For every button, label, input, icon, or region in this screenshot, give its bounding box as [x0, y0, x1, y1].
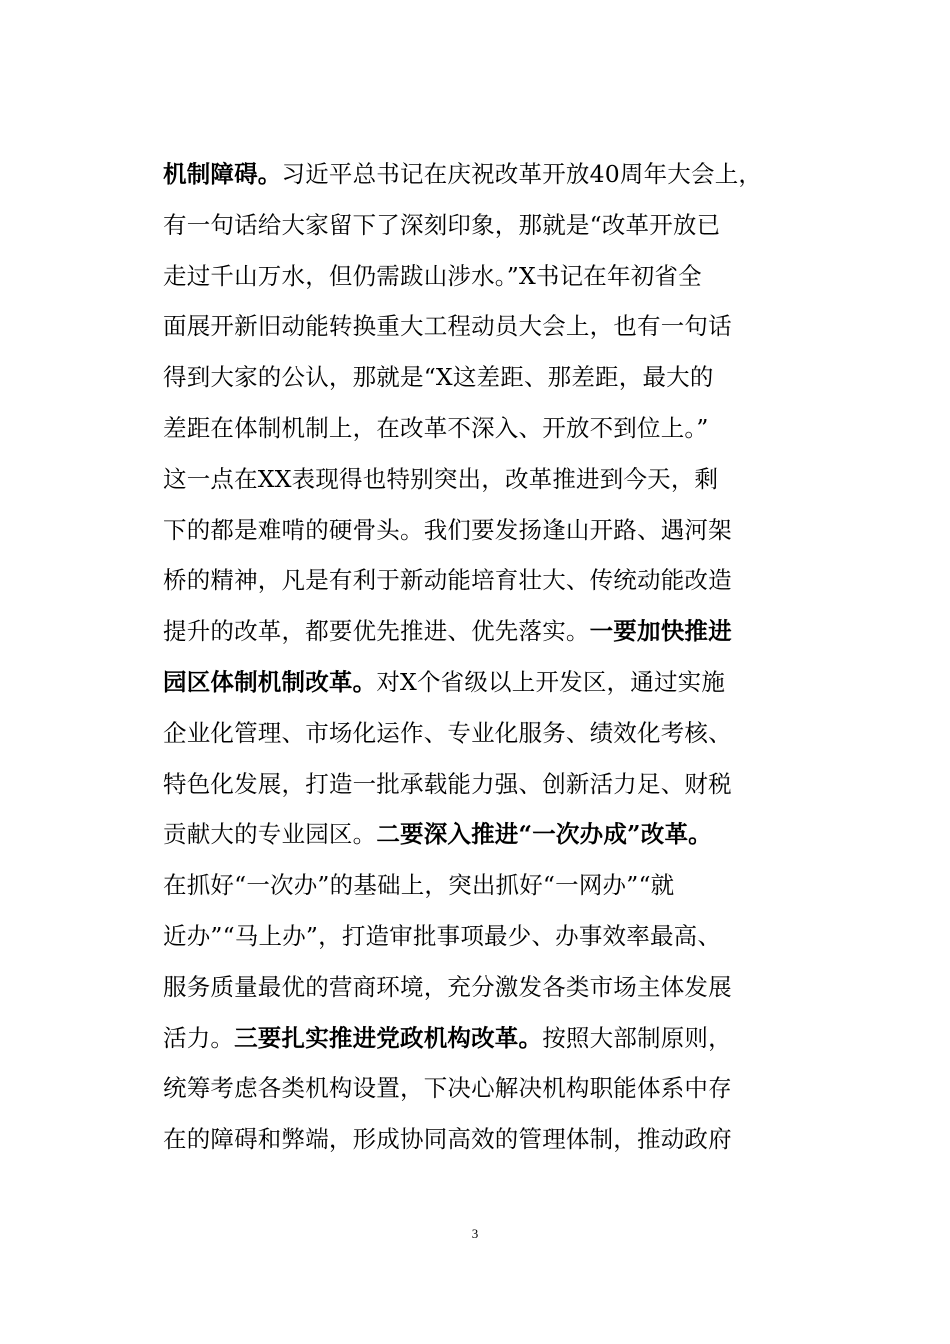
text-segment: 习近平总书记在庆祝改革开放40周年大会上，	[281, 160, 763, 188]
text-line	[163, 1013, 803, 1064]
text-line	[163, 505, 803, 556]
text-segment: 服务质量最优的营商环境，充分激发各类市场主体发展	[163, 972, 732, 1001]
text-line	[163, 555, 803, 606]
text-line	[163, 1063, 803, 1114]
text-line	[163, 708, 803, 759]
text-segment: 对X个省级以上开发区，通过实施	[376, 667, 726, 696]
page-number: 3	[471, 1226, 479, 1241]
text-segment: 贡献大的专业园区。	[163, 820, 377, 849]
text-line	[163, 352, 803, 403]
text-line	[163, 759, 803, 810]
text-segment: 企业化管理、市场化运作、专业化服务、绩效化考核、	[163, 718, 732, 747]
text-segment: 差距在体制机制上，在改革不深入、开放不到位上。”	[163, 413, 709, 442]
text-line	[163, 454, 803, 505]
bold-text-segment: 机制障碍。	[163, 160, 282, 188]
text-segment: 面展开新旧动能转换重大工程动员大会上，也有一句话	[163, 312, 732, 341]
text-line	[163, 301, 803, 352]
text-segment: 走过千山万水，但仍需跋山涉水。”X书记在年初省全	[163, 261, 702, 290]
text-line	[163, 962, 803, 1013]
text-line	[163, 911, 803, 962]
text-segment: 特色化发展，打造一批承载能力强、创新活力足、财税	[163, 769, 732, 798]
text-line	[163, 403, 803, 454]
bold-text-segment: 一要加快推进	[589, 617, 732, 646]
text-segment: 按照大部制原则，	[542, 1023, 732, 1052]
text-segment: 这一点在XX表现得也特别突出，改革推进到今天，剩	[163, 464, 719, 493]
text-line	[163, 1114, 803, 1165]
text-segment: 统筹考虑各类机构设置，下决心解决机构职能体系中存	[163, 1074, 732, 1103]
text-segment: 在的障碍和弊端，形成协同高效的管理体制，推动政府	[163, 1125, 732, 1154]
bold-text-segment: 三要扎实推进党政机构改革。	[234, 1023, 543, 1052]
text-segment: 近办”“马上办”，打造审批事项最少、办事效率最高、	[163, 921, 722, 950]
text-segment: 得到大家的公认，那就是“X这差距、那差距，最大的	[163, 363, 714, 392]
text-line	[163, 606, 803, 657]
text-segment: 提升的改革，都要优先推进、优先落实。	[163, 617, 590, 646]
bold-text-segment: 二要深入推进“一次办成”改革。	[376, 820, 712, 849]
text-line	[163, 809, 803, 860]
text-segment: 活力。	[163, 1023, 235, 1052]
text-line	[163, 251, 803, 302]
text-segment: 桥的精神，凡是有利于新动能培育壮大、传统动能改造	[163, 566, 732, 595]
text-line	[163, 860, 803, 911]
text-line	[163, 149, 803, 200]
text-segment: 有一句话给大家留下了深刻印象，那就是“改革开放已	[163, 210, 721, 239]
text-segment: 下的都是难啃的硬骨头。我们要发扬逢山开路、遇河架	[163, 515, 732, 544]
text-line	[163, 200, 803, 251]
body-text	[163, 149, 803, 1165]
bold-text-segment: 园区体制机制改革。	[163, 667, 377, 696]
text-line	[163, 657, 803, 708]
text-segment: 在抓好“一次办”的基础上，突出抓好“一网办”“就	[163, 871, 675, 900]
